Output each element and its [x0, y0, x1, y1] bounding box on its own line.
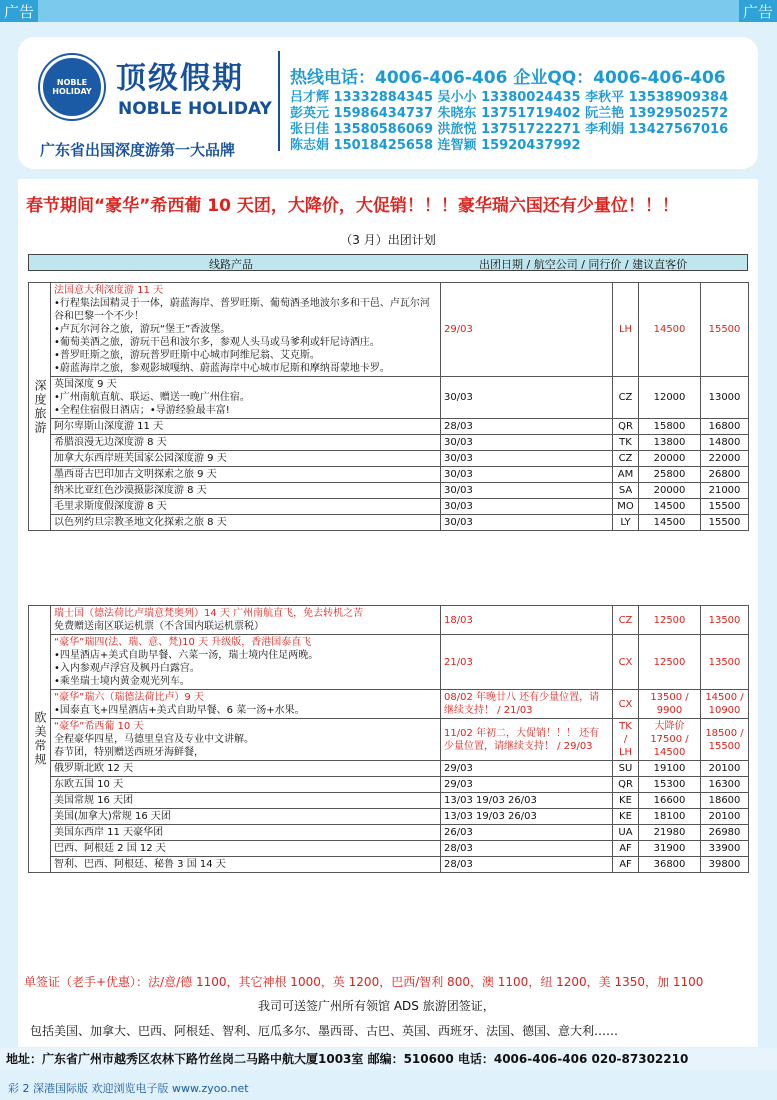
- plan-title: （3 月）出团计划: [340, 233, 436, 247]
- airline-cell: KE: [613, 793, 639, 809]
- airline-cell: AM: [613, 467, 639, 483]
- date-cell: 13/03 19/03 26/03: [441, 793, 613, 809]
- retail-price-cell: 13500: [701, 635, 749, 690]
- route-name: “豪华”希西葡 10 天: [54, 721, 144, 732]
- deep-tour-table: [28, 282, 749, 531]
- route-name: 美国常规 16 天团: [54, 795, 134, 806]
- retail-price-cell: 18600: [701, 793, 749, 809]
- airline-cell: CZ: [613, 606, 639, 635]
- trade-price-cell: 13500 / 9900: [639, 690, 701, 719]
- trade-price-cell: 21980: [639, 825, 701, 841]
- route-name: 毛里求斯度假深度游 8 天: [54, 501, 167, 512]
- date-cell: 30/03: [441, 451, 613, 467]
- route-name: 加拿大东西岸班芙国家公园深度游 9 天: [54, 453, 227, 464]
- route-name: 法国意大利深度游 11 天: [54, 285, 164, 296]
- table-row: [29, 793, 749, 809]
- table-row: [29, 515, 749, 531]
- route-name: 美国东西岸 11 天豪华团: [54, 827, 164, 838]
- address-bar: 地址：广东省广州市越秀区农林下路竹丝岗二马路中航大厦1003室 邮编：510600 电话：4006-406-406 020-87302210: [0, 1048, 777, 1070]
- route-name: 希腊浪漫无边深度游 8 天: [54, 437, 167, 448]
- category-label: 深度旅游: [29, 283, 51, 531]
- trade-price-cell: 16600: [639, 793, 701, 809]
- route-cell: [51, 793, 441, 809]
- route-cell: [51, 283, 441, 377]
- route-name: 巴西、阿根廷 2 国 12 天: [54, 843, 166, 854]
- table-row: [29, 467, 749, 483]
- route-detail: 免费赠送南区联运机票（不含国内联运机票税）: [54, 621, 264, 632]
- divider: [278, 51, 280, 151]
- retail-price-cell: 14500 / 10900: [701, 690, 749, 719]
- route-detail: •乘坐瑞士境内黄金观光列车。: [54, 676, 190, 687]
- route-cell: [51, 451, 441, 467]
- airline-cell: QR: [613, 777, 639, 793]
- route-detail: •入内参观卢浮宫及枫丹白露宫。: [54, 663, 200, 674]
- route-detail: •卢瓦尔河谷之旅，游玩“堡王”香波堡。: [54, 324, 231, 335]
- trade-price-cell: 20000: [639, 483, 701, 499]
- trade-price-cell: 25800: [639, 467, 701, 483]
- contact-list: [290, 90, 750, 154]
- route-cell: [51, 377, 441, 419]
- date-cell: 11/02 年初二，大促销！！！ 还有少量位置，请继续支持！ / 29/03: [441, 719, 613, 761]
- date-cell: 28/03: [441, 857, 613, 873]
- table-row: [29, 841, 749, 857]
- table-row: [29, 499, 749, 515]
- table-row: [29, 606, 749, 635]
- route-cell: [51, 825, 441, 841]
- europe-tour-table: [28, 605, 749, 873]
- top-bar: [0, 0, 777, 22]
- route-cell: [51, 635, 441, 690]
- route-cell: [51, 809, 441, 825]
- retail-price-cell: 18500 / 15500: [701, 719, 749, 761]
- route-name: “豪华”瑞四(法、瑞、意、梵)10 天 升级版，香港国泰直飞: [54, 637, 312, 648]
- trade-price-cell: 19100: [639, 761, 701, 777]
- visa-note: 单签证（老手+优惠）：法/意/德 1100，其它神根 1000，英 1200，巴西/智利 800，澳 1100，纽 1200，美 1350，加 1100: [24, 975, 704, 989]
- retail-price-cell: 16300: [701, 777, 749, 793]
- route-detail: •行程集法国精灵于一体，蔚蓝海岸、普罗旺斯、葡萄酒圣地波尔多和干邑、卢瓦尔河谷和巴黎一个不少！: [54, 298, 430, 322]
- retail-price-cell: 14800: [701, 435, 749, 451]
- route-detail: •全程住宿假日酒店；•导游经验最丰富!: [54, 405, 230, 416]
- table-row: [29, 809, 749, 825]
- date-cell: 30/03: [441, 467, 613, 483]
- brand-cn: 顶级假期: [116, 61, 244, 96]
- route-cell: [51, 499, 441, 515]
- airline-cell: KE: [613, 809, 639, 825]
- retail-price-cell: 16800: [701, 419, 749, 435]
- date-cell: 28/03: [441, 841, 613, 857]
- retail-price-cell: 15500: [701, 283, 749, 377]
- table-row: [29, 825, 749, 841]
- trade-price-cell: 12500: [639, 606, 701, 635]
- trade-price-cell: 15800: [639, 419, 701, 435]
- promo-headline: 春节期间“豪华”希西葡 10 天团，大降价，大促销！！！豪华瑞六国还有少量位！！！: [26, 196, 679, 216]
- route-cell: [51, 515, 441, 531]
- route-detail: •四星酒店+美式自助早餐、六菜一汤，瑞士境内住足两晚。: [54, 650, 319, 661]
- contact-row: 吕才辉 13332884345 吴小小 13380024435 李秋平 13538909384: [290, 90, 729, 105]
- date-cell: 13/03 19/03 26/03: [441, 809, 613, 825]
- ad-label-right: 广告: [739, 0, 777, 22]
- countries-note: 包括美国、加拿大、巴西、阿根廷、智利、厄瓜多尔、墨西哥、古巴、英国、西班牙、法国、德国、意大利……: [30, 1024, 619, 1038]
- airline-cell: CX: [613, 690, 639, 719]
- route-name: 纳米比亚红色沙漠摄影深度游 8 天: [54, 485, 207, 496]
- airline-cell: SA: [613, 483, 639, 499]
- table-row: [29, 690, 749, 719]
- date-cell: 26/03: [441, 825, 613, 841]
- airline-cell: LY: [613, 515, 639, 531]
- brand-logo: NOBLE HOLIDAY: [40, 55, 104, 119]
- date-cell: 21/03: [441, 635, 613, 690]
- route-name: “豪华”瑞六（瑞德法荷比卢）9 天: [54, 692, 204, 703]
- route-cell: [51, 719, 441, 761]
- retail-price-cell: 33900: [701, 841, 749, 857]
- airline-cell: CX: [613, 635, 639, 690]
- ad-label-left: 广告: [0, 0, 38, 22]
- airline-cell: MO: [613, 499, 639, 515]
- route-name: 英国深度 9 天: [54, 379, 117, 390]
- table-row: [29, 283, 749, 377]
- date-cell: 30/03: [441, 377, 613, 419]
- trade-price-cell: 大降价 17500 / 14500: [639, 719, 701, 761]
- date-cell: 30/03: [441, 483, 613, 499]
- route-detail: •蔚蓝海岸之旅，参观影城嘎纳、蔚蓝海岸中心城市尼斯和摩纳哥蒙地卡罗。: [54, 363, 390, 374]
- route-detail: •葡萄美酒之旅，游玩干邑和波尔多，参观人头马或马爹利或轩尼诗酒庄。: [54, 337, 380, 348]
- table-row: [29, 777, 749, 793]
- route-cell: [51, 857, 441, 873]
- airline-cell: TK / LH: [613, 719, 639, 761]
- route-cell: [51, 841, 441, 857]
- trade-price-cell: 20000: [639, 451, 701, 467]
- retail-price-cell: 15500: [701, 499, 749, 515]
- table-row: [29, 377, 749, 419]
- hotline: 热线电话：4006-406-406 企业QQ：4006-406-406: [290, 68, 726, 88]
- route-cell: [51, 419, 441, 435]
- trade-price-cell: 15300: [639, 777, 701, 793]
- retail-price-cell: 39800: [701, 857, 749, 873]
- airline-cell: CZ: [613, 451, 639, 467]
- route-cell: [51, 467, 441, 483]
- route-detail: 全程豪华四星，马德里皇宫及专业中文讲解。: [54, 734, 254, 745]
- brand-slogan: 广东省出国深度游第一大品牌: [40, 141, 236, 159]
- route-name: 以色列约旦宗教圣地文化探索之旅 8 天: [54, 517, 227, 528]
- retail-price-cell: 26980: [701, 825, 749, 841]
- airline-cell: UA: [613, 825, 639, 841]
- route-name: 东欧五国 10 天: [54, 779, 124, 790]
- ads-note: 我司可送签广州所有领馆 ADS 旅游团签证，: [258, 999, 495, 1013]
- retail-price-cell: 22000: [701, 451, 749, 467]
- airline-cell: SU: [613, 761, 639, 777]
- airline-cell: QR: [613, 419, 639, 435]
- retail-price-cell: 15500: [701, 515, 749, 531]
- route-cell: [51, 777, 441, 793]
- retail-price-cell: 13000: [701, 377, 749, 419]
- route-name: 瑞士国（德法荷比卢瑞意梵奥列）14 天 广州南航直飞，免去转机之苦: [54, 608, 364, 619]
- route-detail: •普罗旺斯之旅，游玩普罗旺斯中心城市阿维尼翁、艾克斯。: [54, 350, 320, 361]
- route-cell: [51, 606, 441, 635]
- trade-price-cell: 12000: [639, 377, 701, 419]
- footer: 彩 2 深港国际版 欢迎浏览电子版 www.zyoo.net: [8, 1082, 249, 1095]
- route-cell: [51, 435, 441, 451]
- table-row: [29, 483, 749, 499]
- date-cell: 08/02 年晚廿八 还有少量位置，请继续支持！ / 21/03: [441, 690, 613, 719]
- category-label: 欧美常规: [29, 606, 51, 873]
- route-detail: 春节团，特别赠送西班牙海鲜餐，: [54, 747, 204, 758]
- retail-price-cell: 26800: [701, 467, 749, 483]
- retail-price-cell: 20100: [701, 761, 749, 777]
- route-cell: [51, 761, 441, 777]
- airline-cell: AF: [613, 857, 639, 873]
- header-card: [18, 37, 758, 169]
- trade-price-cell: 14500: [639, 515, 701, 531]
- trade-price-cell: 12500: [639, 635, 701, 690]
- date-cell: 28/03: [441, 419, 613, 435]
- header-route: 线路产品: [209, 258, 253, 271]
- date-cell: 30/03: [441, 515, 613, 531]
- date-cell: 30/03: [441, 499, 613, 515]
- trade-price-cell: 31900: [639, 841, 701, 857]
- date-cell: 30/03: [441, 435, 613, 451]
- table-row: [29, 719, 749, 761]
- contact-row: 张日佳 13580586069 洪旅悦 13751722271 李利娟 13427567016: [290, 122, 729, 137]
- date-cell: 29/03: [441, 283, 613, 377]
- airline-cell: TK: [613, 435, 639, 451]
- contact-row: 陈志娟 15018425658 连智颖 15920437992: [290, 138, 581, 153]
- retail-price-cell: 20100: [701, 809, 749, 825]
- table-row: [29, 635, 749, 690]
- header-info: 出团日期 / 航空公司 / 同行价 / 建议直客价: [479, 258, 688, 271]
- retail-price-cell: 21000: [701, 483, 749, 499]
- table-row: [29, 761, 749, 777]
- route-name: 美国(加拿大)常规 16 天团: [54, 811, 171, 822]
- date-cell: 29/03: [441, 777, 613, 793]
- retail-price-cell: 13500: [701, 606, 749, 635]
- trade-price-cell: 14500: [639, 283, 701, 377]
- route-name: 阿尔卑斯山深度游 11 天: [54, 421, 164, 432]
- route-name: 墨西哥古巴印加古文明探索之旅 9 天: [54, 469, 217, 480]
- trade-price-cell: 36800: [639, 857, 701, 873]
- table-row: [29, 419, 749, 435]
- airline-cell: AF: [613, 841, 639, 857]
- route-cell: [51, 483, 441, 499]
- trade-price-cell: 13800: [639, 435, 701, 451]
- table-row: [29, 435, 749, 451]
- brand-en: NOBLE HOLIDAY: [118, 99, 272, 119]
- route-name: 智利、巴西、阿根廷、秘鲁 3 国 14 天: [54, 859, 226, 870]
- route-detail: •广州南航直航、联运、赠送一晚广州住宿。: [54, 392, 250, 403]
- trade-price-cell: 14500: [639, 499, 701, 515]
- table-row: [29, 857, 749, 873]
- route-detail: •国泰直飞+四星酒店+美式自助早餐、6 菜一汤+水果。: [54, 705, 305, 716]
- route-name: 俄罗斯北欧 12 天: [54, 763, 134, 774]
- airline-cell: LH: [613, 283, 639, 377]
- trade-price-cell: 18100: [639, 809, 701, 825]
- table-header: [28, 254, 748, 271]
- date-cell: 29/03: [441, 761, 613, 777]
- route-cell: [51, 690, 441, 719]
- airline-cell: CZ: [613, 377, 639, 419]
- contact-row: 彭英元 15986434737 朱晓东 13751719402 阮兰艳 13929502572: [290, 106, 729, 121]
- main-panel: [18, 179, 758, 1047]
- date-cell: 18/03: [441, 606, 613, 635]
- table-row: [29, 451, 749, 467]
